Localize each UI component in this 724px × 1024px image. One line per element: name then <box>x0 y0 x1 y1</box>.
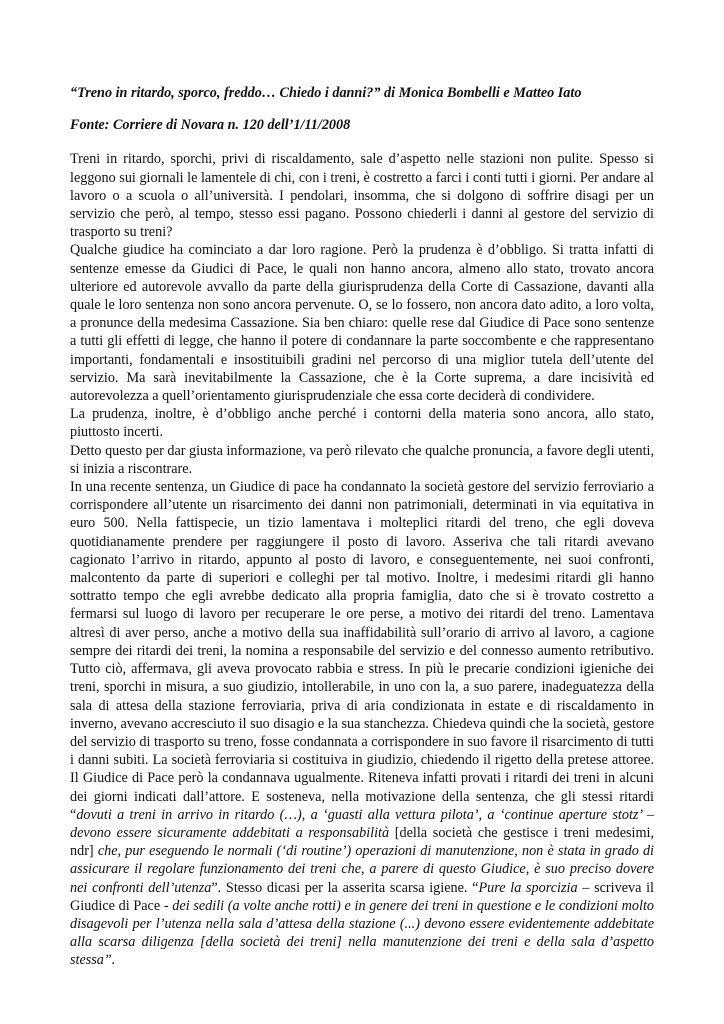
paragraph-sentence <box>70 478 654 969</box>
paragraph-prudence: Qualche giudice ha cominciato a dar loro ragione. Però la prudenza è d’obbligo. Si tratta infatti di sentenze emesse da Giudici di Pace, le quali non hanno ancora, almeno allo stato, trovato ancora ulteriore ed autorevole avvallo da parte della giurisprudenza della Corte di Cassazione, davanti alla quale le loro sentenza non sono ancora pervenute. O, se lo fossero, non ancora dato adito, a loro volta, a pronunce della medesima Cassazione. Sia ben chiaro: quelle rese dal Giudice di Pace sono sentenze a tutti gli effetti di legge, che hanno il potere di condannare la parte soccombente e che rappresentano importanti, fondamentali e insostituibili gradini nel percorso di una miglior tutela dell’utente del servizio. Ma sarà inevitabilmente la Cassazione, che è la Corte suprema, a dare incisività ed autorevolezza a quell’orientamento giurisprudenziale che essa corte deciderà di condividere. <box>70 242 654 405</box>
sentence-quote-1: dovuti a treni in arrivo in ritardo (…), a ‘guasti alla vettura pilota’, a ‘continue aperture stotz’ – devono essere sicuramente addebitati a responsabilità <box>70 806 654 841</box>
article-source: Fonte: Corriere di Novara n. 120 dell’1/11/2008 <box>70 117 351 134</box>
sentence-quote-4: dei sedili (a volte anche rotti) e in genere dei treni in questione e le condizioni molto disagevoli per l’utenza nella sala d’attesa della stazione (...) devono essere evidentemente addebitate alla scarsa diligenza [della società dei treni] nella manutenzione dei treni e della sala d’aspetto stessa”. <box>70 897 655 969</box>
sentence-text-3: ”. Stesso dicasi per la asserita scarsa igiene. “ <box>211 879 479 896</box>
paragraph-intro: Treni in ritardo, sporchi, privi di riscaldamento, sale d’aspetto nelle stazioni non pulite. Spesso si leggono sui giornali le lamentele di chi, con i treni, è costretto a farci i conti tutti i giorni. Per andare al lavoro o a scuola o all’università. I pendolari, insomma, che si dolgono di soffrire disagi per un servizio che però, al tempo, stesso essi pagano. Possono chiederli i danni al gestore del servizio di trasporto su treni? <box>70 151 654 241</box>
sentence-text-4: – scriveva il Giudice di Pace - <box>70 879 654 914</box>
paragraph-uncertain: La prudenza, inoltre, è d’obbligo anche perché i contorni della materia sono ancora, allo stato, piuttosto incerti. <box>70 406 654 441</box>
sentence-text-2: [della società che gestisce i treni medesimi, ndr] <box>70 824 655 860</box>
article-title: “Treno in ritardo, sporco, freddo… Chiedo i danni?” di Monica Bombelli e Matteo Iato <box>70 85 582 101</box>
paragraph-rulings: Detto questo per dar giusta informazione, va però rilevato che qualche pronuncia, a favore degli utenti, si inizia a riscontrare. <box>70 442 654 477</box>
sentence-text-1: In una recente sentenza, un Giudice di pace ha condannato la società gestore del servizio ferroviario a corrispondere all’utente un risarcimento dei danni non patrimoniali, determinati in via equitativa in euro 500. Nella fattispecie, un tizio lamentava i molteplici ritardi del treno, che egli doveva quotidianamente prendere per raggiungere il posto di lavoro. Asseriva che tali ritardi avevano cagionato l’arrivo in ritardo, appunto al posto di lavoro, e conseguentemente, nei suoi confronti, malcontento da parte di superiori e colleghi per tal motivo. Inoltre, i medesimi ritardi gli hanno sottratto tempo che egli avrebbe dedicato alla propria famiglia, dato che si è trovato costretto a fermarsi sul luogo di lavoro per recuperare le ore perse, a motivo dei ritardi del treno. Lamentava altresì di aver perso, anche a motivo della sua inaffidabilità sull’orario di arrivo al lavoro, a cagione sempre dei ritardi dei treni, la nomina a responsabile del servizio e del connesso aumento retributivo. Tutto ciò, affermava, gli aveva provocato rabbia e stress. In più le precarie condizioni igieniche dei treni, sporchi in misura, a suo giudizio, intollerabile, in uno con la, a suo parere, inadeguatezza della sala di attesa della stazione ferroviaria, priva di aria condizionata in estate e di riscaldamento in inverno, avevano accresciuto il suo disagio e la sua stanchezza. Chiedeva quindi che la società, gestore del servizio di trasporto su treno, fosse condannata a corrispondere in suo favore il risarcimento di tutti i danni subiti. La società ferroviaria si costituiva in giudizio, chiedendo il rigetto della pretese attoree. Il Giudice di Pace però la condannava ugualmente. Riteneva infatti provati i ritardi dei treni in alcuni dei giorni indicati dall’attore. E sosteneva, nella motivazione della sentenza, che gli stessi ritardi “ <box>70 479 654 823</box>
sentence-quote-2: che, pur eseguendo le normali (‘di routine’) operazioni di manutenzione, non è stata in grado di assicurare il regolare funzionamento dei treni che, a parere di questo Giudice, è suo preciso dovere nei confronti dell’utenza <box>70 843 654 896</box>
document-page <box>70 84 654 970</box>
sentence-quote-3: Pure la sporcizia <box>478 879 578 896</box>
